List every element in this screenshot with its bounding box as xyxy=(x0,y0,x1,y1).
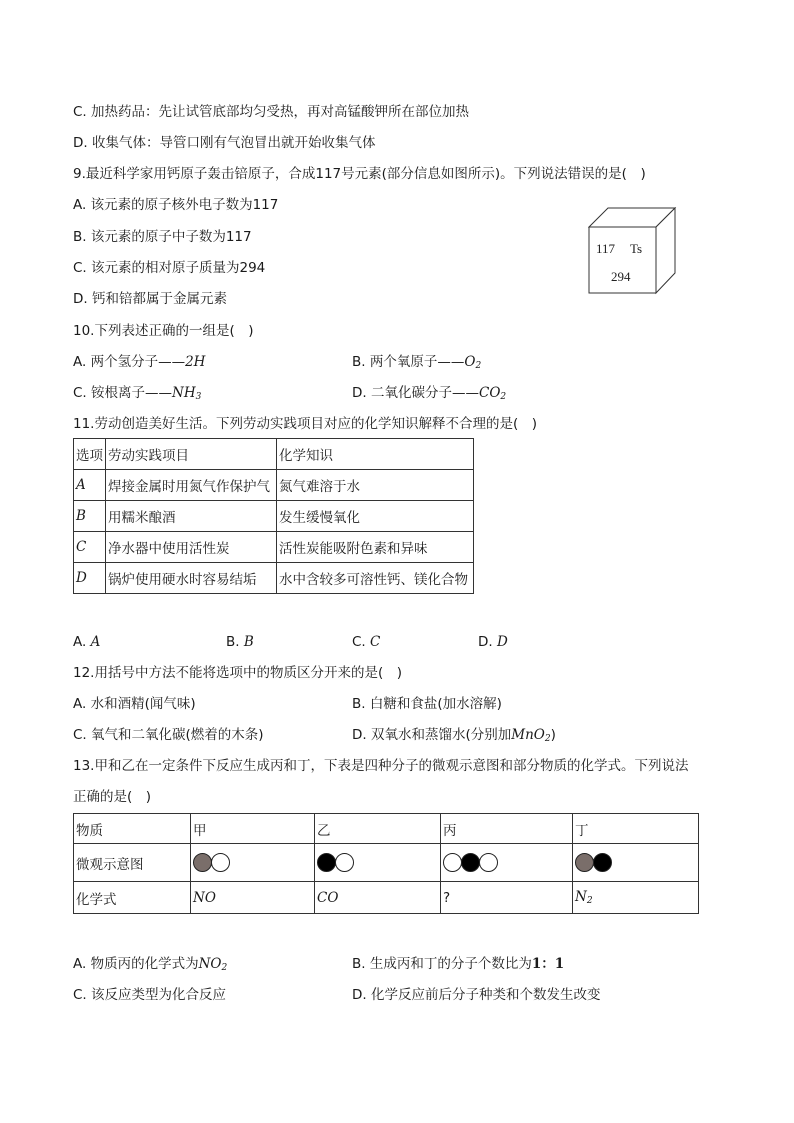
atom-white-icon xyxy=(211,853,230,872)
formula-sub: 2 xyxy=(586,896,593,906)
q12-option-c: C. 氧气和二氧化碳(燃着的木条) xyxy=(73,727,264,743)
q9-stem: 9.最近科学家用钙原子轰击锫原子，合成117号元素(部分信息如图所示)。下列说法错误的是( ) xyxy=(73,166,646,182)
q11-option-d-letter: D xyxy=(496,634,508,650)
molecule-cell xyxy=(191,844,315,882)
table-row xyxy=(74,844,699,882)
q12-option-d xyxy=(352,726,556,748)
q10-option-b-sub: 2 xyxy=(475,361,482,371)
q13-stem-line2: 正确的是( ) xyxy=(73,789,152,805)
q10-option-c-text: C. 铵根离子—— xyxy=(73,385,173,401)
row-label: 化学式 xyxy=(74,882,191,914)
table-cell: D xyxy=(74,563,106,594)
q13-table xyxy=(73,813,699,914)
q13-option-d: D. 化学反应前后分子种类和个数发生改变 xyxy=(352,987,601,1003)
table-row xyxy=(74,501,474,532)
table-header-cell: 化学知识 xyxy=(277,439,474,470)
q12-option-d-text: D. 双氧水和蒸馏水(分别加 xyxy=(352,727,512,743)
molecule-cell xyxy=(441,844,573,882)
q13-option-a-formula: NO xyxy=(198,956,222,972)
q10-option-a xyxy=(73,353,205,371)
q11-option-c-letter: C xyxy=(370,634,381,650)
table-row xyxy=(74,470,474,501)
q12-option-d-end: ) xyxy=(550,727,556,743)
q10-option-d-formula: CO xyxy=(478,385,501,401)
q10-option-c-sub: 3 xyxy=(195,392,202,402)
q9-option-d: D. 钙和锫都属于金属元素 xyxy=(73,291,227,307)
q11-option-a xyxy=(73,633,100,651)
q13-stem-line1: 13.甲和乙在一定条件下反应生成丙和丁，下表是四种分子的微观示意图和部分物质的化学式。下列说法 xyxy=(73,758,689,774)
q10-option-d-text: D. 二氧化碳分子—— xyxy=(352,385,479,401)
q10-option-d-sub: 2 xyxy=(500,392,507,402)
q11-option-d xyxy=(478,633,508,651)
q10-option-c-formula: NH xyxy=(172,385,196,401)
formula-cell xyxy=(573,882,699,914)
atom-gray-icon xyxy=(193,853,212,872)
q13-option-b xyxy=(352,955,564,973)
substance-name: 甲 xyxy=(191,814,315,844)
molecule-cell xyxy=(573,844,699,882)
q9-option-a-text: A. 该元素的原子核外电子数为117 xyxy=(73,197,279,213)
table-cell: 锅炉使用硬水时容易结垢 xyxy=(106,563,277,594)
formula-text: N xyxy=(575,889,587,905)
row-label: 物质 xyxy=(74,814,191,844)
q13-option-a-sub: 2 xyxy=(221,963,228,973)
q11-option-b-prefix: B. xyxy=(226,634,244,650)
q11-table xyxy=(73,438,474,594)
q8-option-c: C. 加热药品：先让试管底部均匀受热，再对高锰酸钾所在部位加热 xyxy=(73,104,470,120)
table-cell: 氮气难溶于水 xyxy=(277,470,474,501)
formula-cell: ? xyxy=(441,882,573,914)
atom-white-icon xyxy=(335,853,354,872)
q10-option-b-formula: O xyxy=(464,354,476,370)
q9-option-c: C. 该元素的相对原子质量为294 xyxy=(73,260,266,276)
element-symbol: Ts xyxy=(630,241,643,256)
element-cube-figure xyxy=(588,207,678,295)
table-row xyxy=(74,563,474,594)
q12-option-a: A. 水和酒精(闻气味) xyxy=(73,696,196,712)
table-row xyxy=(74,882,699,914)
atom-white-icon xyxy=(479,853,498,872)
q13-option-c: C. 该反应类型为化合反应 xyxy=(73,987,227,1003)
table-row xyxy=(74,814,699,844)
table-cell: B xyxy=(74,501,106,532)
q11-option-a-letter: A xyxy=(90,634,101,650)
table-cell: C xyxy=(74,532,106,563)
q11-option-b-letter: B xyxy=(243,634,254,650)
q12-option-b: B. 白糖和食盐(加水溶解) xyxy=(352,696,502,712)
q11-option-d-prefix: D. xyxy=(478,634,497,650)
table-header-cell: 劳动实践项目 xyxy=(106,439,277,470)
substance-name: 乙 xyxy=(315,814,441,844)
q11-stem: 11.劳动创造美好生活。下列劳动实践项目对应的化学知识解释不合理的是( ) xyxy=(73,416,538,432)
q11-option-c xyxy=(352,633,380,651)
table-row xyxy=(74,532,474,563)
q11-option-a-prefix: A. xyxy=(73,634,91,650)
table-header-row xyxy=(74,439,474,470)
q10-option-a-formula: 2H xyxy=(185,354,206,370)
q11-option-b xyxy=(226,633,254,651)
atom-gray-icon xyxy=(575,853,594,872)
table-cell: 水中含较多可溶性钙、镁化合物 xyxy=(277,563,474,594)
q13-option-b-text: B. 生成丙和丁的分子个数比为 xyxy=(352,956,532,972)
atom-black-icon xyxy=(317,853,336,872)
q10-option-b xyxy=(352,353,481,375)
table-cell: 净水器中使用活性炭 xyxy=(106,532,277,563)
atom-black-icon xyxy=(593,853,612,872)
row-label: 微观示意图 xyxy=(74,844,191,882)
table-cell: 焊接金属时用氮气作保护气 xyxy=(106,470,277,501)
q13-option-b-ratio: 1：1 xyxy=(531,956,565,972)
atom-white-icon xyxy=(443,853,462,872)
element-atomic-mass: 294 xyxy=(611,269,631,284)
q11-option-c-prefix: C. xyxy=(352,634,371,650)
table-cell: 活性炭能吸附色素和异味 xyxy=(277,532,474,563)
table-cell: 发生缓慢氧化 xyxy=(277,501,474,532)
q10-stem: 10.下列表述正确的一组是( ) xyxy=(73,323,254,339)
molecule-cell xyxy=(315,844,441,882)
q8-option-d: D. 收集气体：导管口刚有气泡冒出就开始收集气体 xyxy=(73,135,376,151)
q10-option-b-text: B. 两个氧原子—— xyxy=(352,354,465,370)
atom-black-icon xyxy=(461,853,480,872)
q10-option-d xyxy=(352,384,506,406)
q13-option-a-text: A. 物质丙的化学式为 xyxy=(73,956,199,972)
q10-option-c xyxy=(73,384,201,406)
q12-option-d-sub: 2 xyxy=(544,734,551,744)
substance-name: 丙 xyxy=(441,814,573,844)
table-cell: 用糯米酿酒 xyxy=(106,501,277,532)
q12-stem: 12.用括号中方法不能将选项中的物质区分开来的是( ) xyxy=(73,665,403,681)
formula-cell: NO xyxy=(191,882,315,914)
table-cell: A xyxy=(74,470,106,501)
table-header-cell: 选项 xyxy=(74,439,106,470)
q13-option-a xyxy=(73,955,227,977)
q12-option-d-formula: MnO xyxy=(511,727,545,743)
q9-option-a xyxy=(73,196,278,214)
substance-name: 丁 xyxy=(573,814,699,844)
formula-cell: CO xyxy=(315,882,441,914)
element-atomic-number: 117 xyxy=(596,241,616,256)
q9-option-b: B. 该元素的原子中子数为117 xyxy=(73,229,252,245)
q10-option-a-text: A. 两个氢分子—— xyxy=(73,354,186,370)
